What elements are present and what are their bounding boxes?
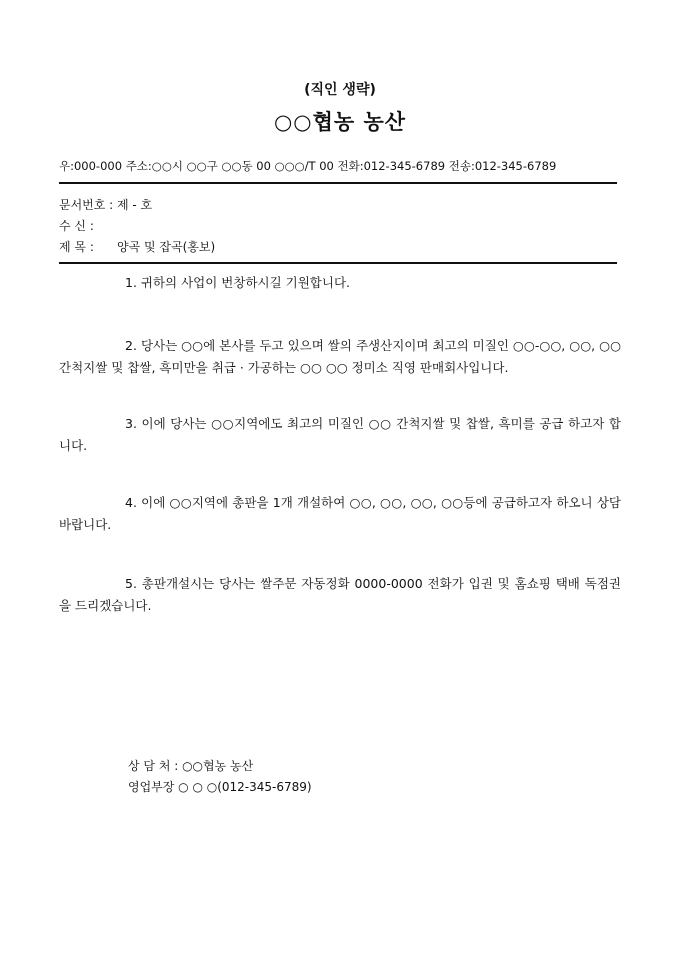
address-line: 우:000-000 주소:○○시 ○○구 ○○동 00 ○○○/T 00 전화:012-345-6789 전송:012-345-6789: [59, 159, 557, 173]
paragraph-3: 3. 이에 당사는 ○○지역에도 최고의 미질인 ○○ 간척지쌀 및 찹쌀, 흑미를 공급 하고자 합니다.: [59, 416, 621, 453]
subject-label: 제 목 :: [59, 240, 94, 254]
paragraph-1: 1. 귀하의 사업이 번창하시길 기원합니다.: [125, 275, 350, 290]
contact-line: 상 담 처 : ○○협농 농산: [128, 759, 254, 773]
document-number-row: [59, 196, 152, 213]
paragraph-2: 2. 당사는 ○○에 본사를 두고 있으며 쌀의 주생산지이며 최고의 미질인 ○○-○○, ○○, ○○ 간척지쌀 및 찹쌀, 흑미만을 취급 · 가공하는 ○○ ○○ 정미소 직영 판매회사입니다.: [59, 338, 621, 375]
top-divider: [59, 182, 617, 184]
document-number-label: 문서번호 :: [59, 198, 114, 212]
document-number-value: 제 - 호: [117, 198, 153, 212]
bottom-divider: [59, 262, 617, 264]
recipient-label: 수 신 :: [59, 219, 94, 233]
paragraph-5: 5. 총판개설시는 당사는 쌀주문 자동정화 0000-0000 전화가 입권 및 홈쇼핑 택배 독점권을 드리겠습니다.: [59, 576, 621, 613]
recipient-row: [59, 217, 117, 234]
organization-name: ○○협농 농산: [273, 110, 407, 134]
subject-value: 양곡 및 잡곡(홍보): [117, 240, 216, 254]
seal-omitted-note: (직인 생략): [304, 82, 376, 98]
sales-manager-line: 영업부장 ○ ○ ○(012-345-6789): [128, 780, 312, 794]
subject-row: [59, 238, 215, 255]
paragraph-4: 4. 이에 ○○지역에 총판을 1개 개설하여 ○○, ○○, ○○, ○○등에 공급하고자 하오니 상담바랍니다.: [59, 495, 621, 532]
